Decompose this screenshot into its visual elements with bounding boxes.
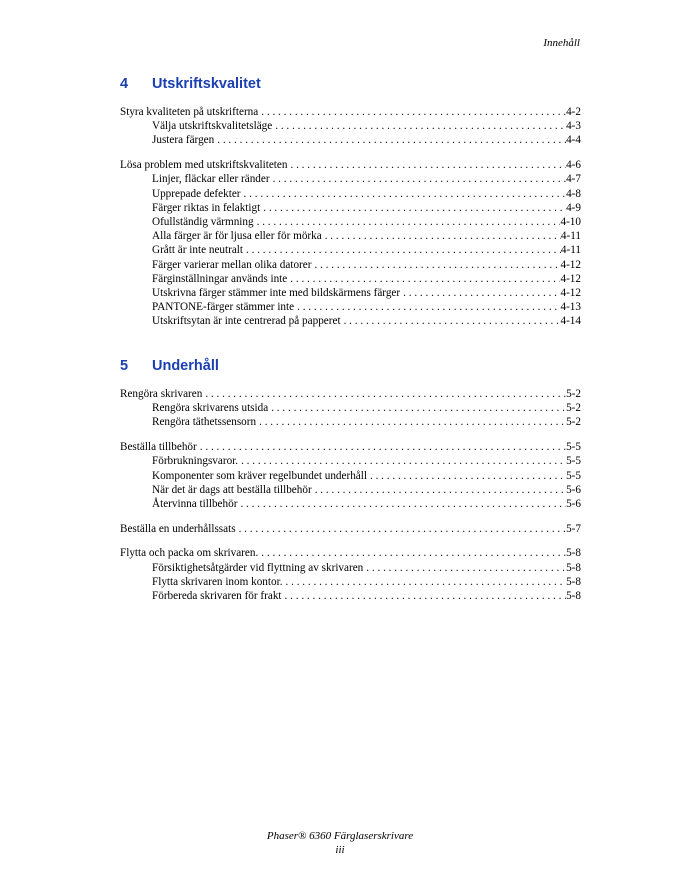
- toc-subentry[interactable]: [120, 454, 581, 468]
- dot-leader: [322, 229, 561, 243]
- dot-leader: [258, 105, 566, 119]
- dot-leader: [287, 272, 560, 286]
- dot-leader: [270, 172, 567, 186]
- toc-subentry[interactable]: [120, 561, 581, 575]
- dot-leader: [243, 243, 561, 257]
- toc-entry-title: Färger riktas in felaktigt: [152, 201, 261, 214]
- toc-entry-page: 4-3: [566, 120, 581, 133]
- toc-entry-page: 4-12: [560, 272, 581, 285]
- toc-entry-title: Återvinna tillbehör: [152, 497, 238, 510]
- toc-entry-title: Ofullständig värmning: [152, 215, 254, 228]
- toc-entry-page: 5-8: [566, 575, 581, 588]
- toc-entry-title: Linjer, fläckar eller ränder: [152, 173, 270, 186]
- dot-leader: [312, 483, 566, 497]
- toc-entry-title: När det är dags att beställa tillbehör: [152, 483, 312, 496]
- toc-subentry[interactable]: [120, 272, 581, 286]
- toc-subentry[interactable]: [120, 497, 581, 511]
- toc-entry-title: Komponenter som kräver regelbundet underhåll: [152, 469, 367, 482]
- toc-entry-title: Grått är inte neutralt: [152, 244, 244, 257]
- toc-entry[interactable]: [120, 158, 581, 172]
- toc-entry[interactable]: [120, 387, 581, 401]
- toc-entry[interactable]: [120, 105, 581, 119]
- toc-entry-page: 5-2: [566, 402, 581, 415]
- toc-subentry[interactable]: [120, 286, 581, 300]
- footer-page-number: iii: [335, 844, 345, 856]
- toc-subentry[interactable]: [120, 258, 581, 272]
- toc-subentry[interactable]: [120, 172, 581, 186]
- dot-leader: [287, 158, 566, 172]
- toc-entry-title: Färginställningar används inte: [152, 272, 288, 285]
- toc-entry-page: 4-12: [560, 258, 581, 271]
- dot-leader: [400, 286, 560, 300]
- toc-entry-title: Rengöra täthetssensorn: [152, 416, 257, 429]
- toc-subentry[interactable]: [120, 401, 581, 415]
- dot-leader: [258, 546, 566, 560]
- toc-entry[interactable]: [120, 522, 581, 536]
- toc-entry-title: Flytta och packa om skrivaren.: [120, 547, 259, 560]
- toc-entry-page: 5-5: [566, 455, 581, 468]
- toc-entry-title: Alla färger är för ljusa eller för mörka: [152, 230, 322, 243]
- dot-leader: [283, 575, 567, 589]
- toc-entry-page: 4-13: [560, 301, 581, 314]
- toc-entry-title: Justera färgen: [152, 134, 215, 147]
- toc-entry-page: 5-5: [566, 441, 581, 454]
- toc-entry[interactable]: [120, 546, 581, 560]
- page-footer: [0, 829, 680, 857]
- toc-entry-page: 4-2: [566, 106, 581, 118]
- dot-leader: [214, 133, 566, 147]
- toc-subentry[interactable]: [120, 415, 581, 429]
- chapter-title: Utskriftskvalitet: [152, 76, 261, 92]
- toc-entry-title: Förbrukningsvaror.: [152, 455, 239, 468]
- toc-subentry[interactable]: [120, 243, 581, 257]
- toc-entry-page: 5-8: [566, 589, 581, 602]
- toc-subentry[interactable]: [120, 215, 581, 229]
- toc-subentry[interactable]: [120, 201, 581, 215]
- toc-entry-page: 4-11: [560, 230, 581, 243]
- toc-entry-page: 4-8: [566, 187, 581, 200]
- toc-entry-title: Utskriftsytan är inte centrerad på papperet: [152, 315, 341, 328]
- dot-leader: [197, 440, 566, 454]
- toc-entry-title: Beställa tillbehör: [120, 441, 197, 454]
- toc-entry-title: PANTONE-färger stämmer inte: [152, 301, 295, 314]
- toc-entry-title: Styra kvaliteten på utskrifterna: [120, 106, 259, 118]
- toc-chapter-5: [120, 387, 581, 603]
- dot-leader: [241, 187, 567, 201]
- toc-entry-page: 5-2: [566, 388, 581, 400]
- toc-entry-page: 5-6: [566, 497, 581, 510]
- toc-entry-page: 4-14: [560, 315, 581, 328]
- toc-entry-title: Utskrivna färger stämmer inte med bildskärmens färger: [152, 286, 401, 299]
- toc-entry-title: Rengöra skrivaren: [120, 388, 203, 400]
- toc-entry-title: Förbereda skrivaren för frakt: [152, 589, 282, 602]
- dot-leader: [294, 300, 560, 314]
- chapter-heading: [120, 76, 261, 92]
- toc-subentry[interactable]: [120, 483, 581, 497]
- toc-subentry[interactable]: [120, 314, 581, 328]
- dot-leader: [341, 314, 561, 328]
- toc-entry-title: Lösa problem med utskriftskvaliteten: [120, 159, 288, 172]
- dot-leader: [272, 119, 566, 133]
- dot-leader: [202, 387, 566, 401]
- dot-leader: [268, 401, 566, 415]
- dot-leader: [363, 561, 566, 575]
- toc-subentry[interactable]: [120, 133, 581, 147]
- toc-entry-title: Försiktighetsåtgärder vid flyttning av skrivaren: [152, 561, 364, 574]
- chapter-title: Underhåll: [152, 358, 219, 374]
- toc-subentry[interactable]: [120, 229, 581, 243]
- toc-chapter-4: [120, 105, 581, 329]
- toc-entry[interactable]: [120, 440, 581, 454]
- toc-entry-page: 4-10: [560, 215, 581, 228]
- toc-subentry[interactable]: [120, 300, 581, 314]
- toc-entry-page: 5-5: [566, 469, 581, 482]
- toc-entry-page: 4-7: [566, 173, 581, 186]
- dot-leader: [237, 497, 566, 511]
- toc-entry-page: 5-6: [566, 483, 581, 496]
- toc-entry-page: 4-12: [560, 286, 581, 299]
- footer-product: Phaser® 6360 Färglaserskrivare: [266, 830, 414, 842]
- dot-leader: [260, 201, 566, 215]
- dot-leader: [311, 258, 560, 272]
- dot-leader: [236, 522, 567, 536]
- toc-entry-title: Rengöra skrivarens utsida: [152, 402, 269, 415]
- toc-entry-title: Välja utskriftskvalitetsläge: [152, 120, 273, 133]
- toc-entry-page: 5-8: [566, 547, 581, 560]
- dot-leader: [254, 215, 561, 229]
- dot-leader: [238, 454, 566, 468]
- dot-leader: [282, 589, 567, 603]
- toc-entry-page: 4-4: [566, 134, 581, 147]
- toc-entry-title: Flytta skrivaren inom kontor.: [152, 575, 283, 588]
- toc-entry-page: 5-7: [566, 522, 581, 535]
- toc-entry-title: Beställa en underhållssats: [120, 522, 236, 535]
- toc-subentry[interactable]: [120, 589, 581, 603]
- toc-subentry[interactable]: [120, 119, 581, 133]
- toc-entry-page: 4-9: [566, 201, 581, 214]
- toc-entry-title: Färger varierar mellan olika datorer: [152, 258, 312, 271]
- chapter-number: 5: [120, 358, 129, 374]
- toc-entry-page: 5-2: [566, 416, 581, 429]
- running-header: Innehåll: [543, 37, 580, 49]
- toc-subentry[interactable]: [120, 469, 581, 483]
- toc-entry-page: 4-6: [566, 159, 581, 172]
- toc-entry-page: 5-8: [566, 561, 581, 574]
- toc-entry-page: 4-11: [560, 244, 581, 257]
- toc-entry-title: Upprepade defekter: [152, 187, 241, 200]
- dot-leader: [367, 469, 566, 483]
- chapter-heading: [120, 358, 219, 374]
- chapter-number: 4: [120, 76, 129, 92]
- toc-subentry[interactable]: [120, 187, 581, 201]
- toc-subentry[interactable]: [120, 575, 581, 589]
- dot-leader: [256, 415, 566, 429]
